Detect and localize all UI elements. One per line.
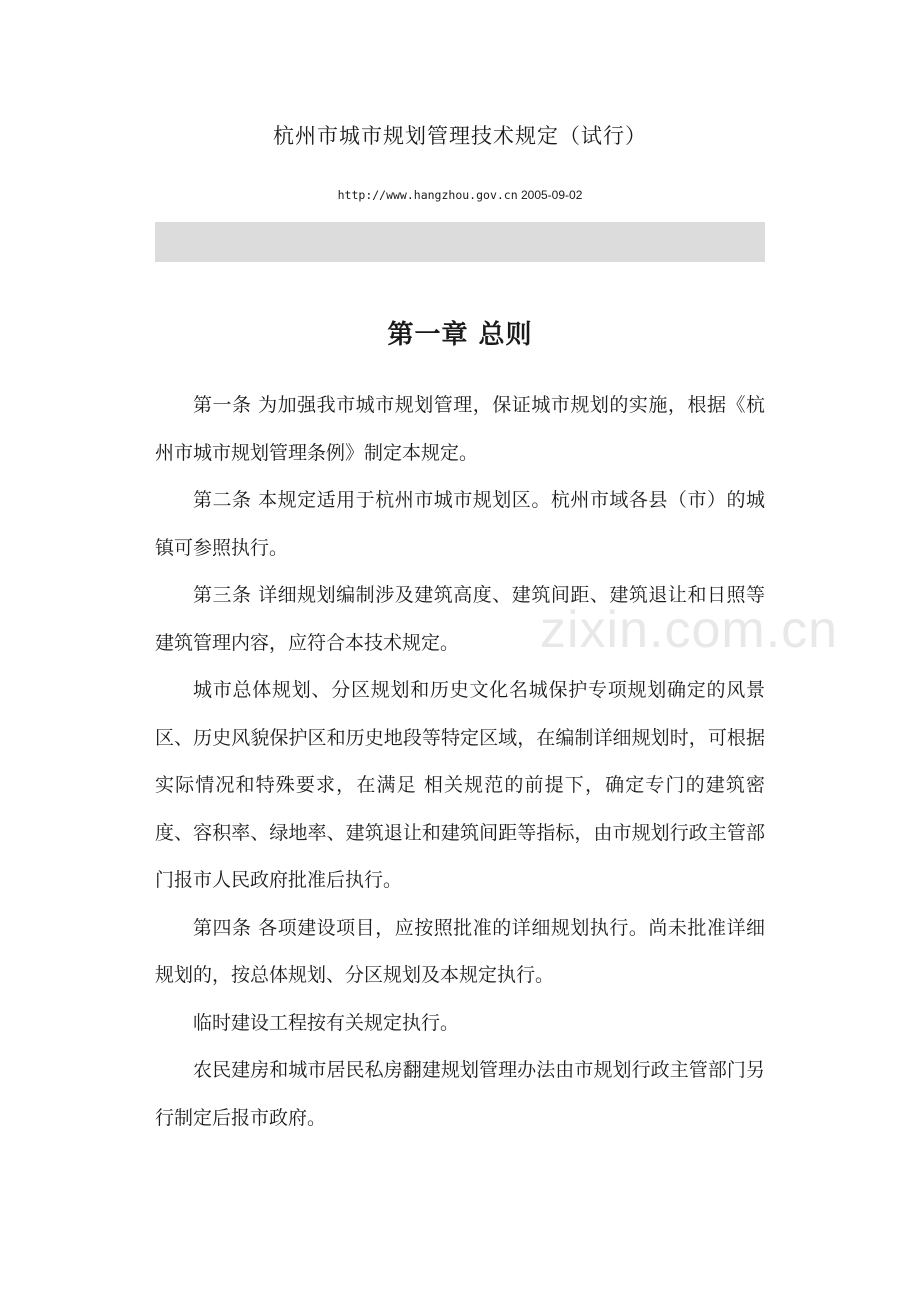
paragraph: 第二条 本规定适用于杭州市城市规划区。杭州市域各县（市）的城镇可参照执行。 (155, 489, 765, 559)
document-page (155, 0, 765, 1302)
source-line (155, 185, 765, 205)
paragraph: 临时建设工程按有关规定执行。 (193, 1011, 460, 1034)
header-divider-bar (155, 222, 765, 262)
watermark: zixin.com.cn (540, 601, 839, 659)
paragraph: 第三条 详细规划编制涉及建筑高度、建筑间距、建筑退让和日照等建筑管理内容，应符合本技术规定。 (155, 584, 765, 654)
paragraph: 农民建房和城市居民私房翻建规划管理办法由市规划行政主管部门另行制定后报市政府。 (155, 1059, 765, 1129)
paragraph: 城市总体规划、分区规划和历史文化名城保护专项规划确定的风景区、历史风貌保护区和历史地段等特定区域，在编制详细规划时，可根据实际情况和特殊要求，在满足 相关规范的前提下，确定专门的建筑密度、容积率、绿地率、建筑退让和建筑间距等指标，由市规划行政主管部门报市人民政府批准后执行。 (155, 679, 765, 891)
paragraph: 第四条 各项建设项目，应按照批准的详细规划执行。尚未批准详细规划的，按总体规划、分区规划及本规定执行。 (155, 916, 765, 986)
paragraph: 第一条 为加强我市城市规划管理，保证城市规划的实施，根据《杭州市城市规划管理条例》制定本规定。 (155, 394, 765, 464)
body-text (155, 382, 765, 1142)
source-url: http://www.hangzhou.gov.cn (337, 188, 518, 202)
chapter-title: 第一章 总则 (387, 320, 533, 350)
document-title: 杭州市城市规划管理技术规定（试行） (273, 124, 647, 148)
publish-date: 2005-09-02 (520, 188, 583, 202)
